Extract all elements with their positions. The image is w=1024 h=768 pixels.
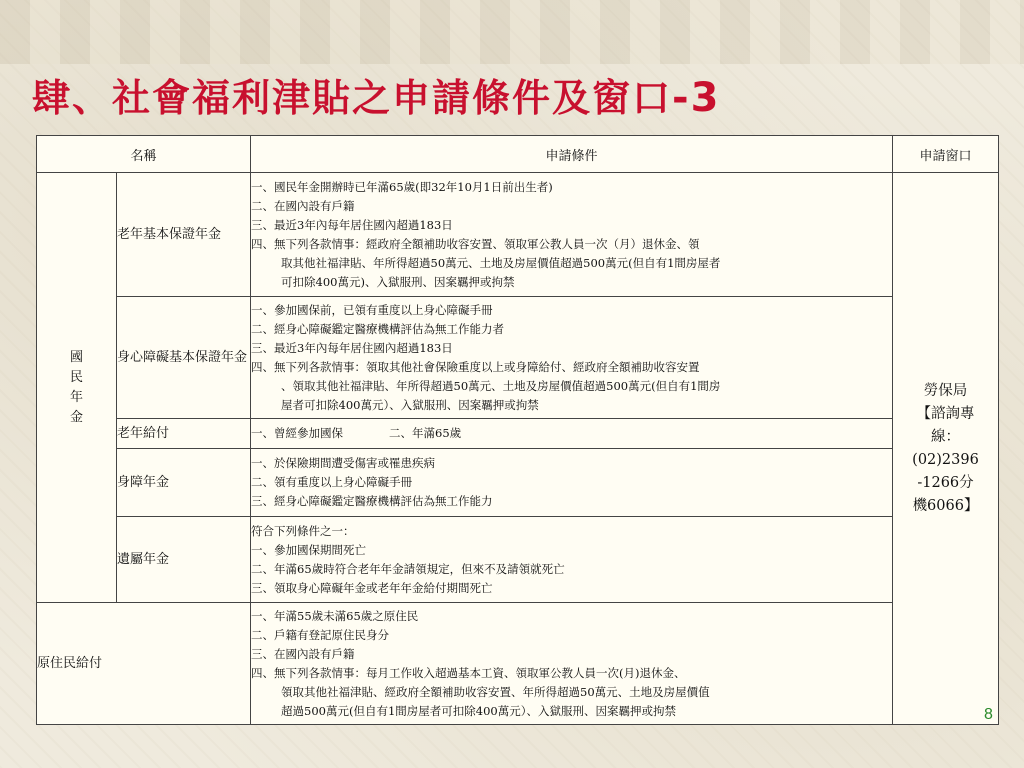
condition-line: 三、最近3年內每年居住國內超過183日: [251, 217, 453, 232]
condition-line: 一、曾經參加國保 二、年滿65歲: [251, 426, 462, 440]
office-line: 勞保局: [923, 382, 968, 399]
condition-line: 領取其他社福津貼、經政府全額補助收容安置、年所得超過50萬元、土地及房屋價值: [281, 684, 710, 699]
row-name: 遺屬年金: [117, 517, 251, 603]
condition-line: 四、無下列各款情事：領取其他社會保險重度以上或身障給付、經政府全額補助收容安置: [251, 359, 700, 374]
table-row: [37, 419, 999, 449]
header-name: 名稱: [37, 136, 251, 173]
condition-line: 一、國民年金開辦時已年滿65歲(即32年10月1日前出生者): [251, 179, 553, 194]
condition-line: 二、年滿65歲時符合老年年金請領規定，但來不及請領就死亡: [251, 561, 565, 576]
row-name: 老年基本保證年金: [117, 173, 251, 297]
row-name-aboriginal: 原住民給付: [37, 603, 251, 725]
row-conditions: [251, 173, 893, 297]
condition-line: 一、年滿55歲未滿65歲之原住民: [251, 608, 419, 623]
office-cell: [893, 173, 999, 725]
header-office: 申請窗口: [893, 136, 999, 173]
page-title: [32, 68, 1012, 128]
condition-line: 符合下列條件之一：: [251, 523, 355, 538]
office-line: 【諮詢專: [916, 405, 975, 422]
row-name: 身障年金: [117, 449, 251, 517]
office-line: 線：: [931, 428, 961, 445]
condition-line: 取其他社福津貼、年所得超過50萬元、土地及房屋價值超過500萬元(但自有1間房屋者: [281, 255, 721, 270]
office-line: -1266分: [917, 474, 974, 491]
condition-line: 、領取其他社福津貼、年所得超過50萬元、土地及房屋價值超過500萬元(但自有1間房: [281, 378, 721, 393]
page-number: 8: [984, 706, 993, 723]
condition-line: 三、經身心障礙鑑定醫療機構評估為無工作能力: [251, 494, 493, 508]
condition-line: 二、戶籍有登記原住民身分: [251, 627, 390, 642]
table-header-row: [37, 136, 999, 173]
office-phone: (02)2396: [912, 451, 979, 468]
table-row: [37, 603, 999, 725]
row-conditions: [251, 449, 893, 517]
title-text: 肆、社會福利津貼之申請條件及窗口: [32, 75, 673, 120]
conditions-table: [36, 135, 999, 725]
row-name: 身心障礙基本保證年金: [117, 297, 251, 419]
condition-line: 二、領有重度以上身心障礙手冊: [251, 475, 413, 489]
condition-line: 二、在國內設有戶籍: [251, 198, 355, 213]
table-row: [37, 449, 999, 517]
condition-line: 三、在國內設有戶籍: [251, 646, 355, 661]
condition-line: 四、無下列各款情事：每月工作收入超過基本工資、領取軍公教人員一次(月)退休金、: [251, 665, 686, 680]
row-conditions: [251, 297, 893, 419]
title-suffix: -3: [672, 75, 721, 121]
table-row: [37, 297, 999, 419]
row-name: 老年給付: [117, 419, 251, 449]
condition-line: 四、無下列各款情事：經政府全額補助收容安置、領取軍公教人員一次（月）退休金、領: [251, 236, 700, 251]
office-line: 機6066】: [912, 497, 979, 514]
condition-line: 三、最近3年內每年居住國內超過183日: [251, 340, 453, 355]
condition-line: 二、經身心障礙鑑定醫療機構評估為無工作能力者: [251, 321, 505, 336]
condition-line: 屋者可扣除400萬元）、入獄服刑、因案羈押或拘禁: [281, 397, 539, 412]
category-national-pension: 國民年金: [69, 349, 83, 425]
condition-line: 三、領取身心障礙年金或老年年金給付期間死亡: [251, 580, 493, 595]
category-cell: [37, 173, 117, 603]
condition-line: 一、參加國保前，已領有重度以上身心障礙手冊: [251, 302, 493, 317]
row-conditions: [251, 603, 893, 725]
condition-line: 超過500萬元(但自有1間房屋者可扣除400萬元）、入獄服刑、因案羈押或拘禁: [281, 703, 676, 718]
row-conditions: [251, 419, 893, 449]
condition-line: 一、參加國保期間死亡: [251, 542, 367, 557]
condition-line: 可扣除400萬元)、入獄服刑、因案羈押或拘禁: [281, 274, 515, 289]
table-row: [37, 517, 999, 603]
table-row: [37, 173, 999, 297]
decorative-top-band: [0, 0, 1024, 64]
condition-line: 一、於保險期間遭受傷害或罹患疾病: [251, 456, 436, 470]
header-conditions: 申請條件: [251, 136, 893, 173]
row-conditions: [251, 517, 893, 603]
